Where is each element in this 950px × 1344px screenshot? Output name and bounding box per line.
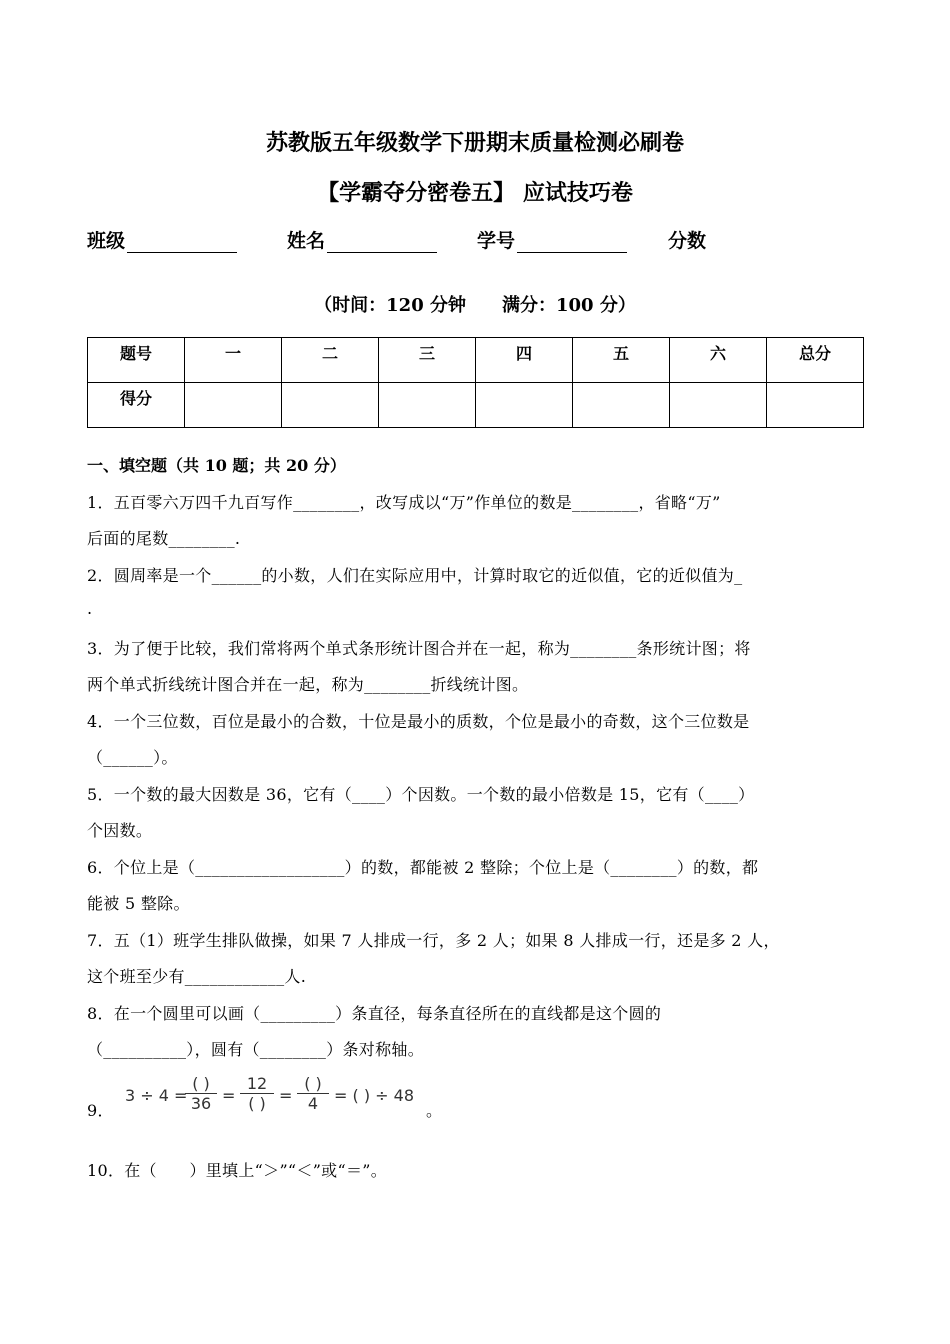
name-label: 姓名 bbox=[287, 230, 326, 252]
score-cell[interactable] bbox=[573, 383, 670, 428]
q9-fraction-3 bbox=[297, 1074, 329, 1113]
q9-fraction-3-numerator[interactable]: ( ) bbox=[297, 1074, 329, 1094]
class-blank[interactable] bbox=[127, 234, 237, 253]
score-table-header-row bbox=[88, 338, 864, 383]
number-label: 学号 bbox=[477, 230, 516, 252]
q9-equals-2: = bbox=[279, 1086, 293, 1105]
q9-lhs: 3 ÷ 4 = bbox=[125, 1086, 188, 1105]
header-cell: 一 bbox=[185, 338, 282, 383]
section-heading: 一、填空题（共 10 题；共 20 分） bbox=[87, 456, 346, 475]
name-field[interactable] bbox=[287, 226, 437, 253]
name-blank[interactable] bbox=[327, 234, 437, 253]
question-10: 10．在（ ）里填上“＞”“＜”或“＝”。 bbox=[87, 1161, 388, 1180]
question-6-line-1: 6．个位上是（__________________）的数，都能被 2 整除；个位上是（________）的数，都 bbox=[87, 858, 759, 877]
header-cell: 二 bbox=[282, 338, 379, 383]
question-6-line-2: 能被 5 整除。 bbox=[87, 894, 190, 913]
question-4-line-1: 4．一个三位数，百位是最小的合数，十位是最小的质数，个位是最小的奇数，这个三位数是 bbox=[87, 712, 750, 731]
question-7-line-2: 这个班至少有____________人. bbox=[87, 967, 307, 986]
q9-fraction-2-numerator: 12 bbox=[240, 1074, 274, 1094]
q9-fraction-3-denominator: 4 bbox=[307, 1094, 319, 1113]
question-5-line-2: 个因数。 bbox=[87, 821, 153, 840]
q9-fraction-2-denominator[interactable]: ( ) bbox=[248, 1094, 266, 1113]
header-cell: 三 bbox=[379, 338, 476, 383]
question-1-line-1: 1．五百零六万四千九百写作________，改写成以“万”作单位的数是________，省略“万” bbox=[87, 493, 721, 512]
q9-fraction-1-numerator[interactable]: ( ) bbox=[185, 1074, 217, 1094]
number-field[interactable] bbox=[477, 226, 627, 253]
question-7-line-1: 7．五（1）班学生排队做操，如果 7 人排成一行，多 2 人；如果 8 人排成一行，还是多 2 人， bbox=[87, 931, 780, 950]
header-cell: 四 bbox=[476, 338, 573, 383]
header-cell: 五 bbox=[573, 338, 670, 383]
q9-equals-1: = bbox=[222, 1086, 236, 1105]
score-cell[interactable] bbox=[282, 383, 379, 428]
q9-fraction-2 bbox=[240, 1074, 274, 1113]
row-label-cell: 得分 bbox=[88, 383, 185, 428]
score-table-score-row bbox=[88, 383, 864, 428]
question-8-line-2: （__________），圆有（________）条对称轴。 bbox=[87, 1040, 424, 1059]
score-cell[interactable] bbox=[670, 383, 767, 428]
score-cell[interactable] bbox=[185, 383, 282, 428]
page-title: 苏教版五年级数学下册期末质量检测必刷卷 bbox=[265, 130, 684, 156]
question-1-line-2: 后面的尾数________. bbox=[87, 529, 241, 548]
q9-fraction-1 bbox=[185, 1074, 217, 1113]
score-label: 分数 bbox=[668, 230, 707, 252]
q9-tail: = ( ) ÷ 48 bbox=[334, 1086, 414, 1105]
question-3-line-1: 3．为了便于比较，我们常将两个单式条形统计图合并在一起，称为________条形统计图；将 bbox=[87, 639, 751, 658]
question-4-line-2: （______）。 bbox=[87, 748, 178, 767]
header-cell: 总分 bbox=[767, 338, 864, 383]
question-5-line-1: 5．一个数的最大因数是 36，它有（____）个因数。一个数的最小倍数是 15，它有（____） bbox=[87, 785, 755, 804]
time-info: （时间：120 分钟 满分：100 分） bbox=[314, 295, 636, 316]
question-8-line-1: 8．在一个圆里可以画（_________）条直径，每条直径所在的直线都是这个圆的 bbox=[87, 1004, 662, 1023]
class-field[interactable] bbox=[87, 226, 237, 253]
question-2-line-2: . bbox=[87, 599, 93, 618]
question-3-line-2: 两个单式折线统计图合并在一起，称为________折线统计图。 bbox=[87, 675, 529, 694]
page-subtitle: 【学霸夺分密卷五】 应试技巧卷 bbox=[317, 180, 633, 206]
question-9-label: 9． bbox=[87, 1101, 114, 1120]
score-cell[interactable] bbox=[476, 383, 573, 428]
question-2-line-1: 2．圆周率是一个______的小数，人们在实际应用中，计算时取它的近似值，它的近似值为_ bbox=[87, 566, 743, 585]
class-label: 班级 bbox=[87, 230, 126, 252]
q9-end-mark: 。 bbox=[426, 1101, 443, 1120]
header-cell: 六 bbox=[670, 338, 767, 383]
score-cell[interactable] bbox=[379, 383, 476, 428]
header-cell: 题号 bbox=[88, 338, 185, 383]
q9-fraction-1-denominator: 36 bbox=[190, 1094, 212, 1113]
score-table bbox=[87, 337, 864, 428]
score-cell[interactable] bbox=[767, 383, 864, 428]
number-blank[interactable] bbox=[517, 234, 627, 253]
